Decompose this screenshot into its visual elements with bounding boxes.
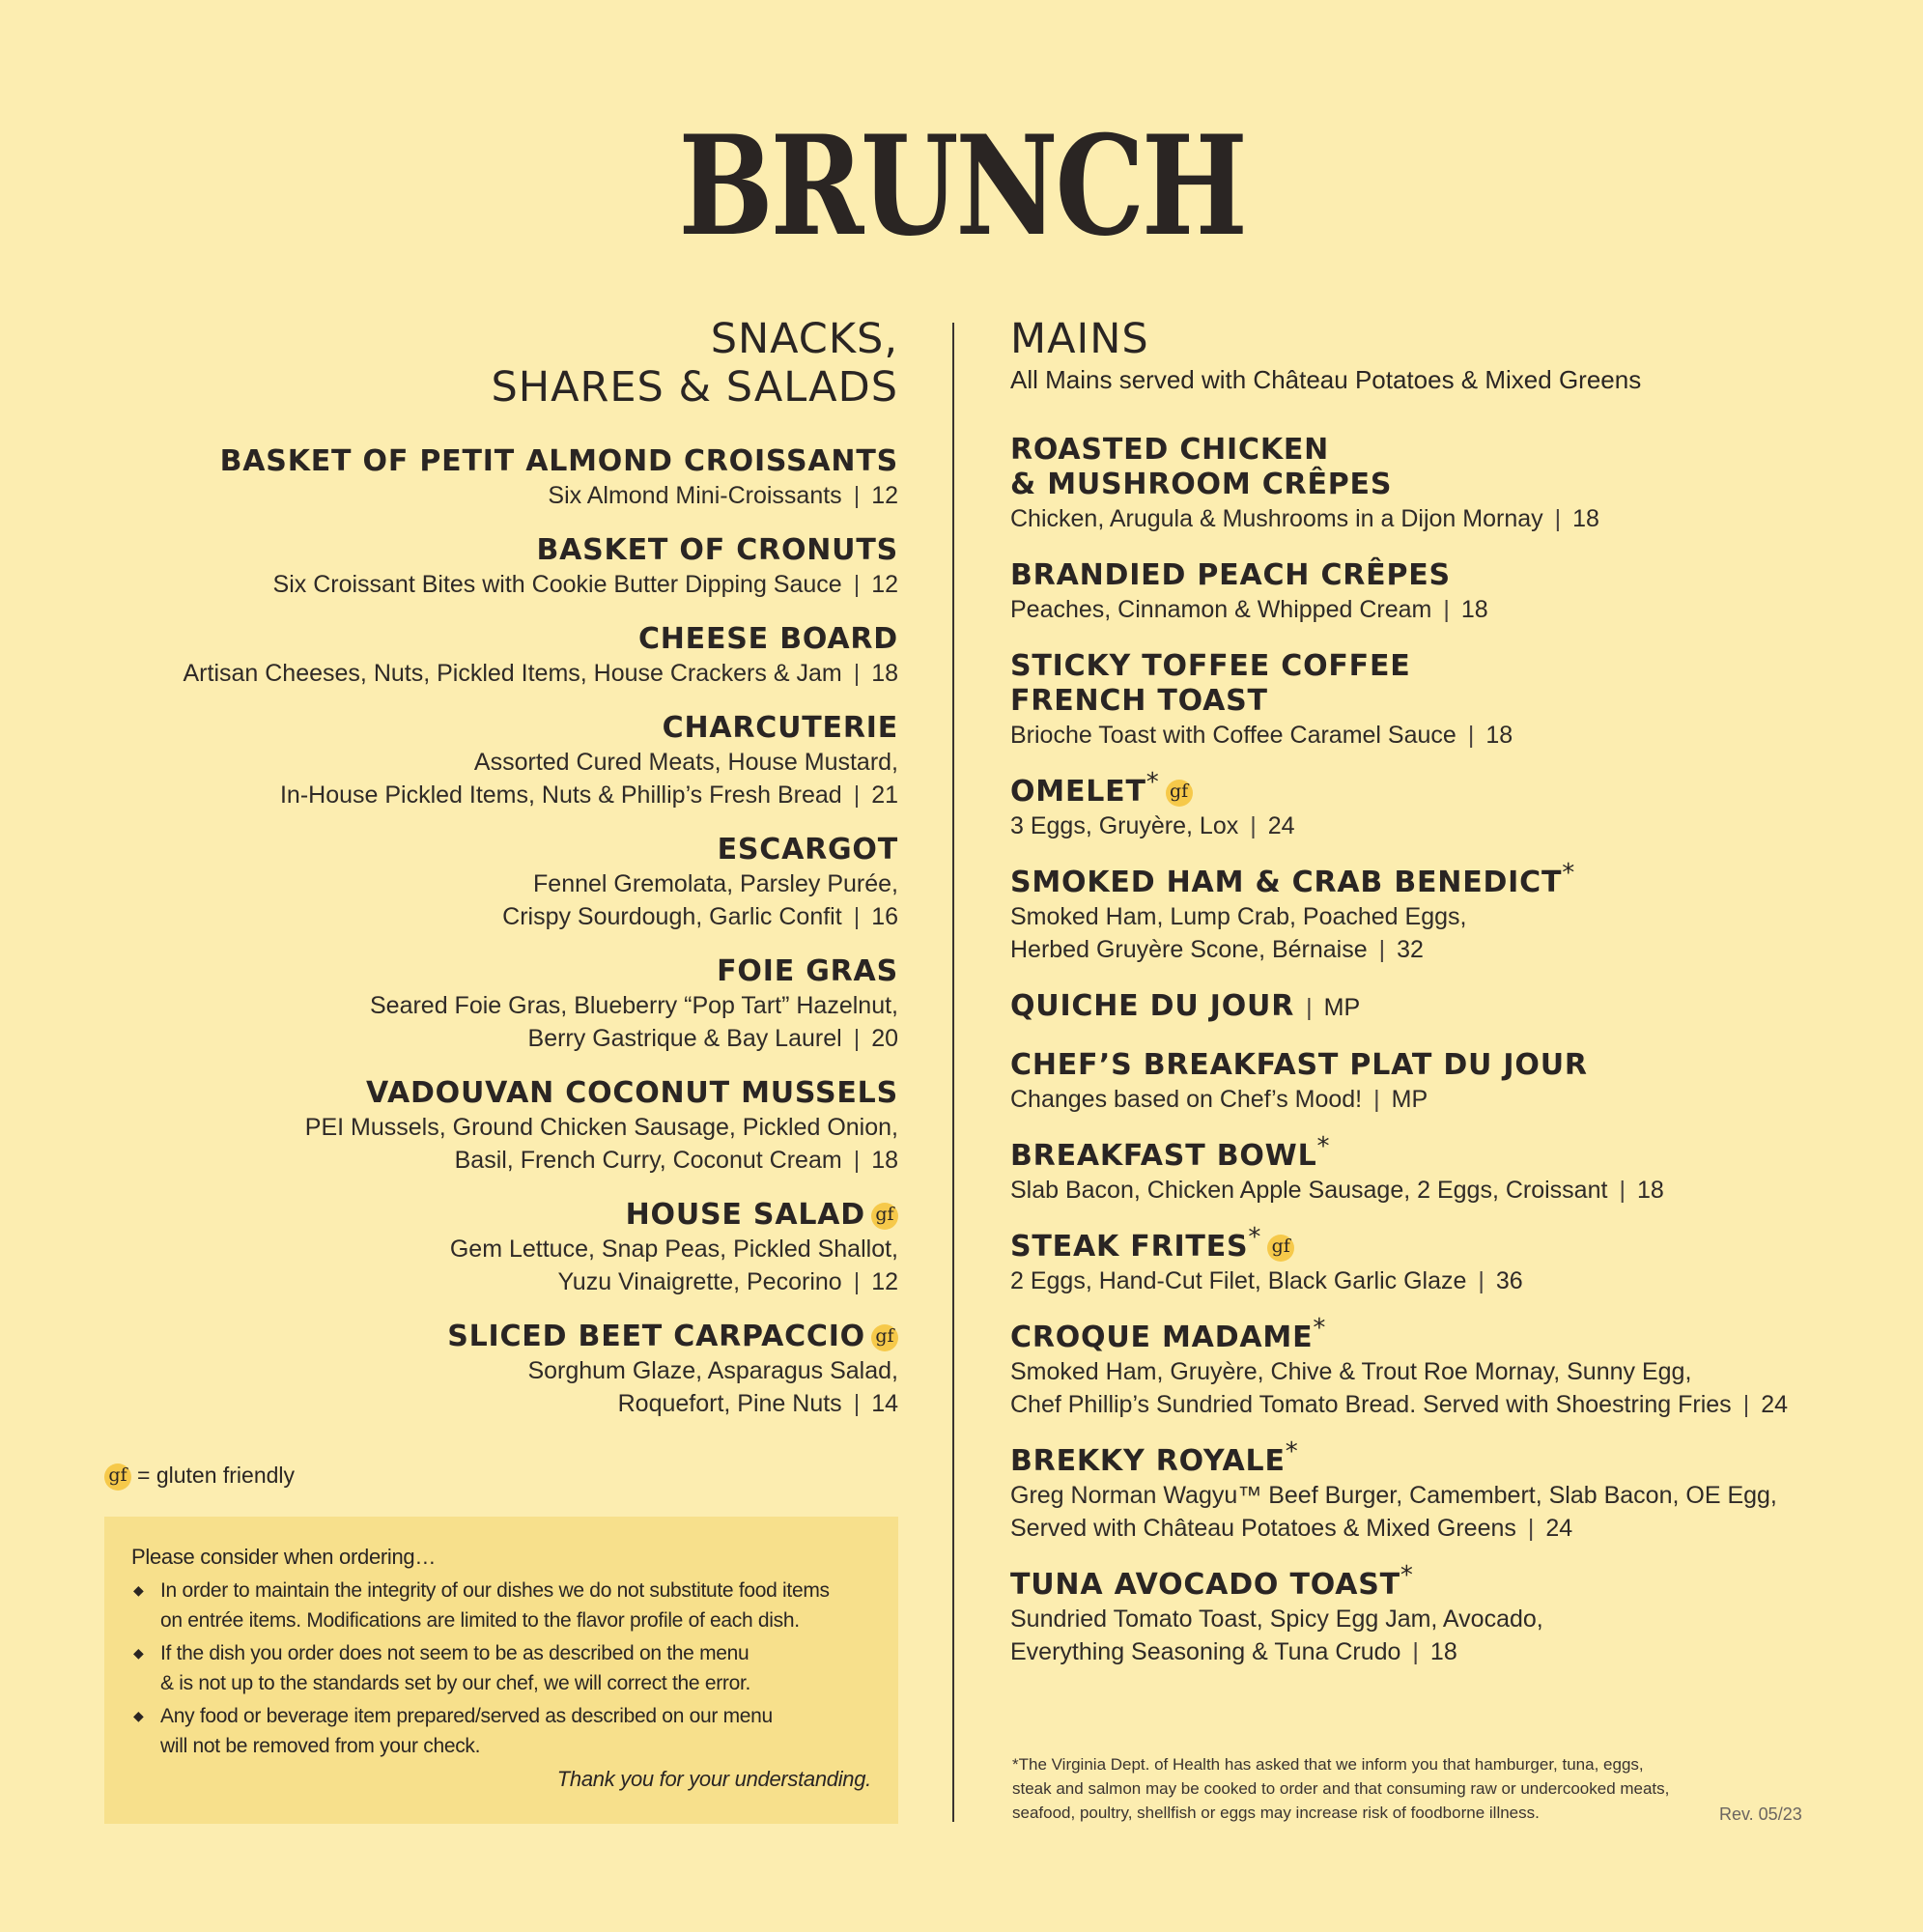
item-description: Seared Foie Gras, Blueberry “Pop Tart” Hazelnut, Berry Gastrique & Bay Laurel | 20 [369, 992, 898, 1052]
mains-heading: MAINS [1010, 315, 1149, 363]
item-name: CHEF’S BREAKFAST PLAT DU JOUR [1010, 1048, 1588, 1082]
item-price: 14 [871, 1390, 898, 1417]
item-price: 24 [1761, 1391, 1788, 1418]
item-description: Slab Bacon, Chicken Apple Sausage, 2 Eggs, Croissant | 18 [1010, 1177, 1664, 1204]
menu-item-escargot [97, 833, 898, 933]
item-name: STEAK FRITES* gf [1010, 1230, 1841, 1264]
menu-item-foie-gras [97, 954, 898, 1055]
item-description: Sundried Tomato Toast, Spicy Egg Jam, Avocado, Everything Seasoning & Tuna Crudo | 18 [1010, 1605, 1543, 1665]
item-description: 2 Eggs, Hand-Cut Filet, Black Garlic Glaze | 36 [1010, 1267, 1523, 1294]
item-price: 18 [871, 660, 898, 687]
notice-bullet: ◆ If the dish you order does not seem to be as described on the menu & is not up to the standards set by our chef, we will correct the error. [131, 1638, 871, 1698]
item-description: Six Croissant Bites with Cookie Butter Dipping Sauce | 12 [272, 571, 898, 598]
gf-legend: gf = gluten friendly [104, 1461, 295, 1491]
gluten-friendly-badge: gf [1166, 780, 1193, 807]
item-price: 18 [871, 1147, 898, 1174]
health-footnote: *The Virginia Dept. of Health has asked that we inform you that hamburger, tuna, eggs, steak and salmon may be cooked to order and that consuming raw or undercooked meats, seafood, poultry, shellfish or eggs may increase risk of foodborne illness. [1012, 1755, 1670, 1822]
item-description: Brioche Toast with Coffee Caramel Sauce | 18 [1010, 722, 1513, 749]
item-description: Smoked Ham, Lump Crab, Poached Eggs, Herbed Gruyère Scone, Bérnaise | 32 [1010, 903, 1467, 963]
item-price: 24 [1267, 812, 1295, 839]
gluten-friendly-badge: gf [1267, 1235, 1294, 1262]
menu-item-tuna-toast [1010, 1561, 1841, 1668]
item-name: ESCARGOT [717, 833, 898, 867]
gluten-friendly-badge: gf [871, 1324, 898, 1351]
item-price: 32 [1397, 936, 1424, 963]
notice-heading: Please consider when ordering… [131, 1545, 437, 1569]
menu-title: BRUNCH [678, 106, 1245, 267]
item-price: 18 [1460, 596, 1488, 623]
item-description: Gem Lettuce, Snap Peas, Pickled Shallot, Yuzu Vinaigrette, Pecorino | 12 [449, 1236, 898, 1295]
item-price: MP [1391, 1086, 1428, 1113]
menu-item-brekky-royale [1010, 1437, 1841, 1545]
item-name: SMOKED HAM & CRAB BENEDICT* [1010, 859, 1576, 899]
item-name: CHARCUTERIE [662, 711, 898, 745]
menu-item-plat-du-jour [1010, 1048, 1841, 1116]
item-price: 24 [1545, 1515, 1573, 1542]
item-name: CHEESE BOARD [637, 622, 898, 656]
item-name: BREAKFAST BOWL* [1010, 1132, 1331, 1173]
item-description: Changes based on Chef’s Mood! | MP [1010, 1086, 1428, 1113]
menu-item-quiche [1010, 989, 1841, 1025]
snacks-heading: SNACKS, SHARES & SALADS [491, 315, 898, 412]
item-description: Six Almond Mini-Croissants | 12 [548, 482, 898, 509]
item-price: 36 [1495, 1267, 1523, 1294]
ordering-notice [104, 1517, 898, 1824]
menu-item-cheese-board [97, 622, 898, 690]
item-name: BASKET OF CRONUTS [536, 533, 898, 567]
item-name: TUNA AVOCADO TOAST* [1010, 1561, 1414, 1602]
item-description: Chicken, Arugula & Mushrooms in a Dijon Mornay | 18 [1010, 505, 1599, 532]
notice-bullet: ◆ Any food or beverage item prepared/served as described on our menu will not be removed from your check. [131, 1701, 871, 1761]
item-name: FOIE GRAS [717, 954, 898, 988]
mains-section [1010, 315, 1841, 1691]
menu-item-peach-crepes [1010, 558, 1841, 626]
item-description: Greg Norman Wagyu™ Beef Burger, Camembert, Slab Bacon, OE Egg, Served with Château Potatoes & Mixed Greens | 24 [1010, 1482, 1777, 1542]
item-description: 3 Eggs, Gruyère, Lox | 24 [1010, 812, 1295, 839]
item-price: 16 [871, 903, 898, 930]
notice-thanks: Thank you for your understanding. [556, 1767, 871, 1791]
item-price: MP [1323, 994, 1361, 1021]
item-price: 18 [1636, 1177, 1664, 1204]
menu-item-beet-carpaccio [97, 1320, 898, 1420]
item-name: STICKY TOFFEE COFFEE FRENCH TOAST [1010, 649, 1411, 718]
item-name: OMELET* gf [1010, 775, 1841, 810]
item-price: 20 [871, 1025, 898, 1052]
item-description: Smoked Ham, Gruyère, Chive & Trout Roe Mornay, Sunny Egg, Chef Phillip’s Sundried Tomato Bread. Served with Shoestring Fries | 24 [1010, 1358, 1788, 1418]
item-description: Assorted Cured Meats, House Mustard, In-House Pickled Items, Nuts & Phillip’s Fresh Bread | 21 [279, 749, 898, 809]
item-description: Sorghum Glaze, Asparagus Salad, Roquefort, Pine Nuts | 14 [527, 1357, 898, 1417]
menu-item-steak-frites [1010, 1223, 1841, 1297]
item-name: ROASTED CHICKEN & MUSHROOM CRÊPES [1010, 433, 1393, 501]
revision-label: Rev. 05/23 [1719, 1804, 1802, 1824]
item-name: HOUSE SALAD gf [97, 1198, 898, 1233]
item-price: 12 [871, 482, 898, 509]
menu-item-almond-croissants [97, 444, 898, 512]
item-description: Fennel Gremolata, Parsley Purée, Crispy Sourdough, Garlic Confit | 16 [502, 870, 898, 930]
item-price: 12 [871, 571, 898, 598]
menu-item-french-toast [1010, 649, 1841, 752]
menu-item-cronuts [97, 533, 898, 601]
menu-item-house-salad [97, 1198, 898, 1298]
item-name: QUICHE DU JOUR | MP [1010, 989, 1361, 1023]
item-name: BRANDIED PEACH CRÊPES [1010, 558, 1451, 592]
item-description: PEI Mussels, Ground Chicken Sausage, Pickled Onion, Basil, French Curry, Coconut Cream | 18 [304, 1114, 898, 1174]
menu-item-croque-madame [1010, 1314, 1841, 1421]
menu-item-omelet [1010, 768, 1841, 842]
notice-bullet: ◆ In order to maintain the integrity of our dishes we do not substitute food items on entrée items. Modifications are limited to the flavor profile of each dish. [131, 1576, 871, 1635]
item-price: 18 [1429, 1638, 1457, 1665]
snacks-section [97, 315, 898, 1441]
item-name: BASKET OF PETIT ALMOND CROISSANTS [219, 444, 898, 478]
column-divider [952, 323, 954, 1822]
item-description: Artisan Cheeses, Nuts, Pickled Items, House Crackers & Jam | 18 [183, 660, 898, 687]
item-description: Peaches, Cinnamon & Whipped Cream | 18 [1010, 596, 1488, 623]
menu-item-chicken-crepes [1010, 433, 1841, 535]
item-name: BREKKY ROYALE* [1010, 1437, 1299, 1478]
menu-item-breakfast-bowl [1010, 1132, 1841, 1207]
gluten-friendly-badge: gf [104, 1463, 131, 1491]
item-name: SLICED BEET CARPACCIO gf [97, 1320, 898, 1354]
notice-list [131, 1576, 871, 1761]
item-price: 18 [1572, 505, 1599, 532]
item-price: 18 [1485, 722, 1513, 749]
item-price: 21 [871, 781, 898, 809]
menu-item-mussels [97, 1076, 898, 1177]
menu-item-charcuterie [97, 711, 898, 811]
item-name: VADOUVAN COCONUT MUSSELS [365, 1076, 898, 1110]
mains-subheading: All Mains served with Château Potatoes & Mixed Greens [1010, 365, 1642, 394]
menu-item-benedict [1010, 859, 1841, 966]
item-name: CROQUE MADAME* [1010, 1314, 1327, 1354]
item-price: 12 [871, 1268, 898, 1295]
gluten-friendly-badge: gf [871, 1203, 898, 1230]
